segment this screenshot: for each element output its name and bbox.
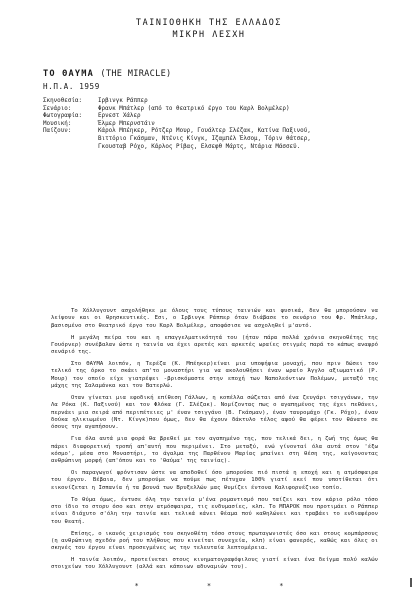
body-paragraph: Η μεγάλη πείρα του και η επαγγελματικότητά του (ήταν πάρα πολλά χρόνια σκηνοθέτης της Γουόρνερ) συνέβαλαν ώστε η ταινία να έχει αρετές και αρκετές ωραίες στιγμές παρά το κάπως αναφρό σενάριό της. [51, 334, 378, 356]
body-paragraph: Οι παραγωγοί φρόντισαν ώστε να αποδοθεί όσο μπορούσε πιό πιστά η εποχή και η ατμόσφαιρα του έργου. Βέβαια, δεν μπορούμε να πούμε πως πέτυχαν 100% γιατί εκεί που υποτίθεται ότι εικονίζεται η Ισπανία ή τα βουνά των Βρυξελλών μας θυμίζει έντονα Καλιφορνέζικο τοπίο. [51, 470, 378, 491]
credit-value: Φρανκ Μπάτλερ (από το θεατρικό έργο του Καρλ Βολμέλερ) [98, 105, 290, 112]
body-paragraph: Στο ΘΑΥΜΑ λοιπόν, η Τερέζα (Κ. Μπέηκερ)είναι μια υποψήφια μοναχή, που πριν δώσει τον τελικό της όρκο το σκάει απ'το μοναστήρι για να ακολουθήσει έναν ωραίο Άγγλο αξιωματικό (Ρ. Μουρ) τον οποίο είχε γιατρέψει -βρισκόμαστε στην εποχή των Ναπολεόντιων Πολέμων, μεταξύ της μάχης της Σαλαμάνκα και του Βατερλώ. [51, 361, 378, 390]
credit-role: Σενάριο: [43, 105, 72, 112]
footer-stars: * * * [134, 582, 316, 590]
credit-row [43, 113, 415, 121]
credit-role: Φωτογραφία: [43, 113, 83, 120]
body-paragraph: Το θύμα όμως, έντυσε όλη την ταινία μ'ένα ρομαντισμό που ταίζει και τον κάριο ρόλο τόσο στο ίδιο το στορυ όσο και στην ατμόσφαιρα, τις ενδυμασίες, κλπ. Το ΜΠΑΡΟΚ που προτιμάει ο Ράππερ είναι διάχυτο σ'όλη την ταινία και τελικά κάνει θέαμα πού καθηλώνει και τραβάει το ενδιαφέρον του θεατή. [51, 496, 378, 525]
body-paragraph: Οταν γίνεται μια εφοδική επίθεση Γάλλων, η κοπέλλα σώζεται από ένα ζευγάρι τσιγγάνων, την Λα Ρόκα (Κ. Παξινού) και τον Φλόκα (Γ. Σλέζακ). Νομίζοντας πως ο αγαπημένος της έχει πεθάνει, περνάει μια σειρά από περιπέτειες μ' έναν τσιγγάνο (Β. Γκάσμαν), έναν ταυρομάχο (Γκ. Ρόχο), έναν δούκα ηλικιωμένο (Ντ. Κίνγκ)που όμως, δεν θα έχουν δάκτυλο τέλος αφού θα φέρει τον θάνατο σε όσους την αγαπήσουν. [51, 395, 378, 431]
film-country-year: Η.Π.Α. 1959 [43, 82, 100, 91]
credits-list [43, 98, 415, 151]
review-body [51, 308, 378, 576]
body-paragraph: Για όλα αυτά μια φορά θα βρεθεί με τον αγαπημένο της, που τελικά δει, η ζωή της όμως θα πάρει διαφορετική τροπή απ'αυτή που περιμένει. Στο μεταξύ, ενώ γίνονταί όλα αυτά στον 'έξω κόσμο', μέσα στο Μοναστήρι, το άγαλμα της Παρθένου Μαρίας μπαίνει στη θέση της, καίγονοντας ανθρώπινη μορφή (απ'όπου και το 'θαύμα' της ταινίας). [51, 436, 378, 465]
credit-value: Κάρολ Μπέηκερ, Ρότζερ Μουρ, Γουάλτερ Σλέζακ, Κατίνα Παξινού, Βιττόριο Γκάσμαν, Ντένις Κίνγκ, Ιζαμπέλ Έλσομ, Τόριν θάτσερ, Γκουσταβ Ρόχο, Κάρλος Ρίβας, Ελσεφθ Μάρτς, Ντάρια Μάσσεϋ. [98, 128, 311, 150]
credit-value: Έλμερ Μπερνστάιν [98, 120, 155, 127]
header-club: ΜΙΚΡΗ ΛΕΣΧΗ [172, 29, 246, 39]
credit-row [43, 98, 415, 106]
body-paragraph: Το Χόλλυγουντ ασχολήθηκε με όλους τους τύπους ταινιών και φυσικά, δεν θα μπορούσαν να λείψουν και οι θρησκευτικές. Εσι, ο Ιρβινγκ Ράππερ όταν διάβασε το σενάριο του Φρ. Μπάτλερ, βασισμένο στο θεατρικό έργο του Καρλ Βολμέλερ, αποφάσισε να ασχοληθεί μ'αυτό. [51, 308, 378, 329]
film-original-title: (THE MIRACLE) [100, 69, 172, 79]
film-title: ΤΟ ΘΑΥΜΑ [43, 69, 94, 79]
header-organization: ΤΑΙΝΙΟΘΗΚΗ ΤΗΣ ΕΛΛΑΔΟΣ [135, 17, 283, 27]
credit-role: Μουσική: [43, 120, 72, 127]
credit-role: Σκηνοθεσία: [43, 98, 83, 104]
credit-value: Ερνεστ Χάλερ [98, 113, 141, 120]
credit-role: Παίζουν: [43, 128, 72, 135]
credit-row [43, 128, 415, 151]
edge-mark [410, 578, 412, 587]
body-paragraph: Η ταινία λοιπόν, προτείνεται στους κινηματογραφόφιλους γιατί είναι ένα δείγμα πολύ καλών στοιχείων του Χόλλυγουντ (αλλά και κάποιων αδυναμιών του). [51, 557, 378, 571]
film-title-line [43, 69, 172, 79]
body-paragraph: Επίσης, ο ικανός χειρισμός του σκηνοθέτη τόσο στους πρωταγωνιστές όσο και στους κομπάρσους (η ανθρώπινη σχεδόν ροή του πλήθους που κινείται συνεχεία, κλπ) είναι φανερός, καθώς και όλες οι σκηνές του έργου είναι προσεγμένες ως την τελευταία λεπτομέρεια. [51, 530, 378, 552]
credit-value: Ιρβινγκ Ράππερ [98, 98, 148, 104]
